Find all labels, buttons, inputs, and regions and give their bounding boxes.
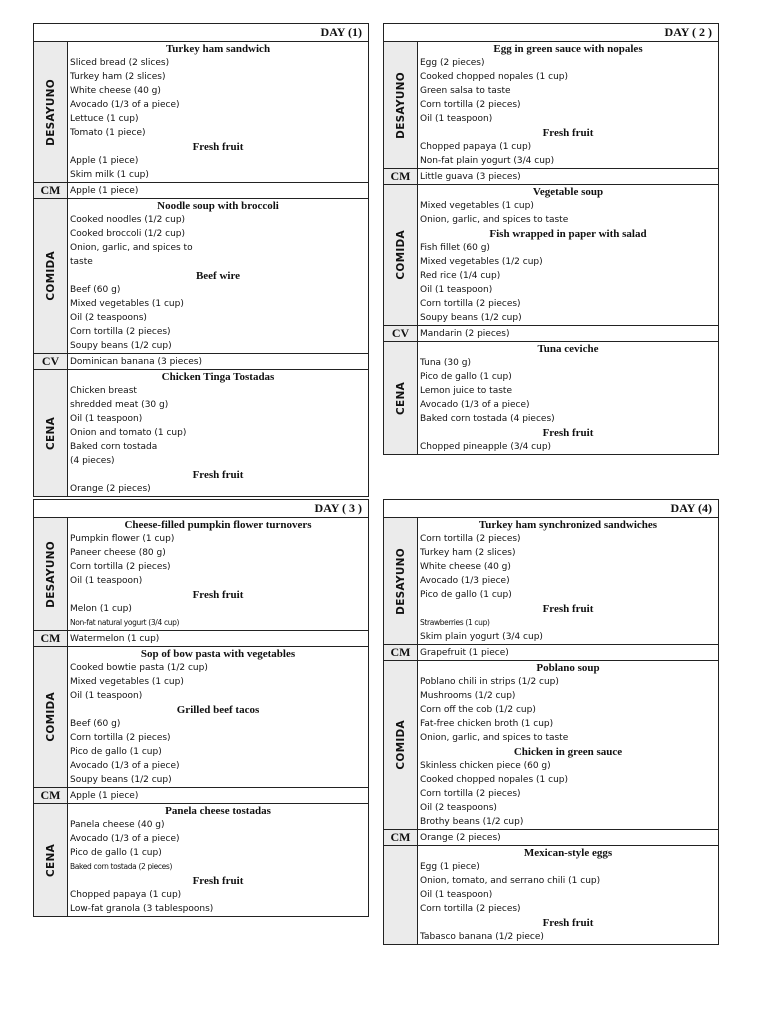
dish-title: Turkey ham synchronized sandwiches xyxy=(478,519,658,531)
meal-label-cell xyxy=(34,647,68,787)
meal-label-cell xyxy=(34,631,68,646)
meal-label: CM xyxy=(390,830,411,844)
ingredient-item: Onion, garlic, and spices to xyxy=(70,243,193,253)
meal-label: COMIDA xyxy=(394,720,407,770)
dish-title: Turkey ham sandwich xyxy=(165,43,271,55)
dish-title: Cheese-filled pumpkin flower turnovers xyxy=(124,519,312,531)
day-3-card xyxy=(33,499,369,917)
ingredient-item: Corn tortilla (2 pieces) xyxy=(70,733,171,743)
ingredient-item: shredded meat (30 g) xyxy=(70,400,169,410)
ingredient-item: Corn tortilla (2 pieces) xyxy=(70,562,171,572)
meal-content xyxy=(418,846,718,944)
meal-content xyxy=(68,804,368,916)
ingredient-item: Avocado (1/3 of a piece) xyxy=(70,834,180,844)
ingredient-item: Pico de gallo (1 cup) xyxy=(70,747,162,757)
meal-label: DESAYUNO xyxy=(44,540,57,608)
ingredient-item: Mandarin (2 pieces) xyxy=(420,328,510,339)
meal-label-cell xyxy=(384,661,418,829)
ingredient-item: Grapefruit (1 piece) xyxy=(420,647,509,658)
ingredient-item: Corn off the cob (1/2 cup) xyxy=(420,705,536,715)
ingredient-item: Pico de gallo (1 cup) xyxy=(420,372,512,382)
ingredient-item: Oil (2 teaspoons) xyxy=(420,803,497,813)
dish-title: Mexican-style eggs xyxy=(523,847,613,859)
meal-section-comida xyxy=(34,199,368,354)
ingredient-item: Cooked noodles (1/2 cup) xyxy=(70,215,186,225)
ingredient-item: Oil (2 teaspoons) xyxy=(70,313,147,323)
dish-title: Fish wrapped in paper with salad xyxy=(489,228,647,240)
meal-section-desayuno xyxy=(384,42,718,169)
ingredient-item: Egg (2 pieces) xyxy=(420,58,485,68)
ingredient-item: Non-fat natural yogurt (3/4 cup) xyxy=(70,618,180,627)
ingredient-item: Fat-free chicken broth (1 cup) xyxy=(420,719,554,729)
dish-title: Tuna ceviche xyxy=(537,343,599,355)
ingredient-item: Baked corn tostada (4 pieces) xyxy=(420,414,555,424)
ingredient-item: Tuna (30 g) xyxy=(420,358,471,368)
ingredient-item: Turkey ham (2 slices) xyxy=(70,72,166,82)
dish-title: Panela cheese tostadas xyxy=(165,805,271,817)
ingredient-item: Cooked chopped nopales (1 cup) xyxy=(420,775,568,785)
meal-section-cm xyxy=(34,631,368,647)
meal-content xyxy=(418,342,718,454)
ingredient-item: Pico de gallo (1 cup) xyxy=(420,590,512,600)
meal-section-desayuno xyxy=(384,518,718,645)
meal-label-cell xyxy=(34,788,68,803)
ingredient-item: Melon (1 cup) xyxy=(70,604,132,614)
ingredient-item: Mixed vegetables (1/2 cup) xyxy=(420,257,543,267)
meal-label: COMIDA xyxy=(44,251,57,301)
ingredient-item: Skim plain yogurt (3/4 cup) xyxy=(420,632,543,642)
meal-label: CENA xyxy=(44,843,57,877)
ingredient-item: Tomato (1 piece) xyxy=(70,128,146,138)
ingredient-item: Orange (2 pieces) xyxy=(420,832,501,843)
meal-section-desayuno xyxy=(34,518,368,631)
meal-content xyxy=(68,788,368,803)
meal-label-cell xyxy=(34,804,68,916)
meal-section-cm xyxy=(384,645,718,661)
meal-section-cm xyxy=(34,183,368,199)
ingredient-item: Corn tortilla (2 pieces) xyxy=(70,327,171,337)
meal-label-cell xyxy=(34,518,68,630)
day-title: DAY (4) xyxy=(384,500,718,518)
ingredient-item: Mixed vegetables (1 cup) xyxy=(70,677,184,687)
ingredient-item: Orange (2 pieces) xyxy=(70,484,151,494)
ingredient-item: Apple (1 piece) xyxy=(70,156,139,166)
meal-label-cell xyxy=(384,42,418,168)
meal-content xyxy=(68,518,368,630)
meal-section-comida xyxy=(384,661,718,830)
ingredient-item: Chopped papaya (1 cup) xyxy=(420,142,532,152)
ingredient-item: Paneer cheese (80 g) xyxy=(70,548,166,558)
dish-title: Fresh fruit xyxy=(192,141,244,153)
meal-label-cell xyxy=(384,326,418,341)
ingredient-item: taste xyxy=(70,257,93,267)
meal-label-cell xyxy=(384,342,418,454)
dish-title: Fresh fruit xyxy=(192,589,244,601)
dish-title: Sop of bow pasta with vegetables xyxy=(140,648,296,660)
meal-content xyxy=(418,518,718,644)
meal-section-unlabeled xyxy=(384,846,718,944)
dish-title: Poblano soup xyxy=(536,662,600,674)
meal-content xyxy=(68,183,368,198)
meal-label: COMIDA xyxy=(394,230,407,280)
meal-label: DESAYUNO xyxy=(394,547,407,615)
dish-title: Egg in green sauce with nopales xyxy=(493,43,643,55)
ingredient-item: Oil (1 teaspoon) xyxy=(70,576,143,586)
dish-title: Fresh fruit xyxy=(192,469,244,481)
ingredient-item: Soupy beans (1/2 cup) xyxy=(420,313,522,323)
meal-content xyxy=(68,354,368,369)
ingredient-item: Mushrooms (1/2 cup) xyxy=(420,691,516,701)
ingredient-item: Mixed vegetables (1 cup) xyxy=(420,201,534,211)
dish-title: Fresh fruit xyxy=(542,917,594,929)
meal-section-cm xyxy=(34,788,368,804)
meal-label-cell xyxy=(384,645,418,660)
ingredient-item: (4 pieces) xyxy=(70,456,115,466)
meal-content xyxy=(418,169,718,184)
ingredient-item: Apple (1 piece) xyxy=(70,790,139,801)
ingredient-item: Onion, tomato, and serrano chili (1 cup) xyxy=(420,876,601,886)
ingredient-item: Chicken breast xyxy=(70,386,137,396)
meal-label-cell xyxy=(34,199,68,353)
ingredient-item: Pumpkin flower (1 cup) xyxy=(70,534,175,544)
meal-label: CM xyxy=(40,788,61,802)
day-title: DAY ( 2 ) xyxy=(384,24,718,42)
meal-label-cell xyxy=(384,830,418,845)
meal-content xyxy=(418,830,718,845)
ingredient-item: Fish fillet (60 g) xyxy=(420,243,490,253)
ingredient-item: Pico de gallo (1 cup) xyxy=(70,848,162,858)
meal-content xyxy=(418,326,718,341)
ingredient-item: Cooked bowtie pasta (1/2 cup) xyxy=(70,663,208,673)
meal-label: CENA xyxy=(44,416,57,450)
ingredient-item: Soupy beans (1/2 cup) xyxy=(70,775,172,785)
ingredient-item: Lemon juice to taste xyxy=(420,386,512,396)
meal-section-cm xyxy=(384,830,718,846)
ingredient-item: Corn tortilla (2 pieces) xyxy=(420,534,521,544)
ingredient-item: Egg (1 piece) xyxy=(420,862,480,872)
ingredient-item: Beef (60 g) xyxy=(70,285,121,295)
ingredient-item: Little guava (3 pieces) xyxy=(420,171,521,182)
meal-content xyxy=(68,647,368,787)
day-2-card xyxy=(383,23,719,455)
meal-label-cell xyxy=(384,846,418,944)
ingredient-item: Baked corn tostada (2 pieces) xyxy=(70,862,173,871)
day-title: DAY ( 3 ) xyxy=(34,500,368,518)
ingredient-item: Non-fat plain yogurt (3/4 cup) xyxy=(420,156,555,166)
ingredient-item: Corn tortilla (2 pieces) xyxy=(420,789,521,799)
dish-title: Fresh fruit xyxy=(192,875,244,887)
ingredient-item: Oil (1 teaspoon) xyxy=(70,414,143,424)
meal-content xyxy=(418,661,718,829)
meal-section-comida xyxy=(34,647,368,788)
ingredient-item: Sliced bread (2 slices) xyxy=(70,58,170,68)
meal-section-cv xyxy=(34,354,368,370)
day-title: DAY (1) xyxy=(34,24,368,42)
ingredient-item: Corn tortilla (2 pieces) xyxy=(420,299,521,309)
dish-title: Beef wire xyxy=(195,270,241,282)
meal-label: COMIDA xyxy=(44,692,57,742)
ingredient-item: Baked corn tostada xyxy=(70,442,158,452)
meal-section-cm xyxy=(384,169,718,185)
meal-label: CM xyxy=(390,645,411,659)
ingredient-item: Low-fat granola (3 tablespoons) xyxy=(70,904,214,914)
meal-label-cell xyxy=(384,185,418,325)
dish-title: Vegetable soup xyxy=(532,186,604,198)
meal-content xyxy=(68,631,368,646)
dish-title: Fresh fruit xyxy=(542,127,594,139)
meal-section-cena xyxy=(34,804,368,916)
meal-label-cell xyxy=(34,354,68,369)
ingredient-item: Onion, garlic, and spices to taste xyxy=(420,733,569,743)
meal-label: CENA xyxy=(394,381,407,415)
meal-label-cell xyxy=(384,518,418,644)
meal-content xyxy=(418,645,718,660)
meal-label-cell xyxy=(34,370,68,496)
meal-label: CV xyxy=(391,326,410,340)
ingredient-item: Onion, garlic, and spices to taste xyxy=(420,215,569,225)
meal-content xyxy=(68,370,368,496)
ingredient-item: Corn tortilla (2 pieces) xyxy=(420,904,521,914)
ingredient-item: Oil (1 teaspoon) xyxy=(420,114,493,124)
ingredient-item: Lettuce (1 cup) xyxy=(70,114,139,124)
ingredient-item: Turkey ham (2 slices) xyxy=(420,548,516,558)
ingredient-item: Green salsa to taste xyxy=(420,86,511,96)
ingredient-item: Skinless chicken piece (60 g) xyxy=(420,761,551,771)
meal-content xyxy=(68,199,368,353)
ingredient-item: Oil (1 teaspoon) xyxy=(420,890,493,900)
ingredient-item: Cooked chopped nopales (1 cup) xyxy=(420,72,568,82)
ingredient-item: Avocado (1/3 of a piece) xyxy=(420,400,530,410)
ingredient-item: Watermelon (1 cup) xyxy=(70,633,160,644)
ingredient-item: White cheese (40 g) xyxy=(70,86,161,96)
ingredient-item: Dominican banana (3 pieces) xyxy=(70,356,202,367)
dish-title: Fresh fruit xyxy=(542,427,594,439)
ingredient-item: Chopped pineapple (3/4 cup) xyxy=(420,442,552,452)
ingredient-item: Avocado (1/3 of a piece) xyxy=(70,761,180,771)
ingredient-item: Strawberries (1 cup) xyxy=(420,618,490,627)
meal-label: DESAYUNO xyxy=(394,71,407,139)
ingredient-item: Oil (1 teaspoon) xyxy=(420,285,493,295)
ingredient-item: Skim milk (1 cup) xyxy=(70,170,149,180)
meal-section-cv xyxy=(384,326,718,342)
meal-label: CV xyxy=(41,354,60,368)
ingredient-item: Brothy beans (1/2 cup) xyxy=(420,817,524,827)
meal-label: DESAYUNO xyxy=(44,78,57,146)
ingredient-item: Soupy beans (1/2 cup) xyxy=(70,341,172,351)
ingredient-item: Oil (1 teaspoon) xyxy=(70,691,143,701)
meal-label-cell xyxy=(384,169,418,184)
day-1-card xyxy=(33,23,369,497)
meal-content xyxy=(68,42,368,182)
meal-section-cena xyxy=(384,342,718,454)
ingredient-item: Corn tortilla (2 pieces) xyxy=(420,100,521,110)
ingredient-item: Avocado (1/3 of a piece) xyxy=(70,100,180,110)
dish-title: Fresh fruit xyxy=(542,603,594,615)
ingredient-item: Chopped papaya (1 cup) xyxy=(70,890,182,900)
dish-title: Chicken Tinga Tostadas xyxy=(161,371,275,383)
dish-title: Chicken in green sauce xyxy=(513,746,623,758)
ingredient-item: Panela cheese (40 g) xyxy=(70,820,165,830)
ingredient-item: Red rice (1/4 cup) xyxy=(420,271,501,281)
meal-label-cell xyxy=(34,183,68,198)
day-4-card xyxy=(383,499,719,945)
ingredient-item: White cheese (40 g) xyxy=(420,562,511,572)
ingredient-item: Tabasco banana (1/2 piece) xyxy=(420,932,544,942)
meal-content xyxy=(418,42,718,168)
ingredient-item: Cooked broccoli (1/2 cup) xyxy=(70,229,186,239)
ingredient-item: Apple (1 piece) xyxy=(70,185,139,196)
ingredient-item: Poblano chili in strips (1/2 cup) xyxy=(420,677,559,687)
meal-section-cena xyxy=(34,370,368,496)
meal-label: CM xyxy=(390,169,411,183)
ingredient-item: Beef (60 g) xyxy=(70,719,121,729)
dish-title: Grilled beef tacos xyxy=(176,704,260,716)
meal-section-comida xyxy=(384,185,718,326)
meal-section-desayuno xyxy=(34,42,368,183)
ingredient-item: Mixed vegetables (1 cup) xyxy=(70,299,184,309)
dish-title: Noodle soup with broccoli xyxy=(157,200,279,212)
meal-label: CM xyxy=(40,183,61,197)
meal-label: CM xyxy=(40,631,61,645)
meal-content xyxy=(418,185,718,325)
meal-label-cell xyxy=(34,42,68,182)
ingredient-item: Avocado (1/3 piece) xyxy=(420,576,510,586)
ingredient-item: Onion and tomato (1 cup) xyxy=(70,428,187,438)
